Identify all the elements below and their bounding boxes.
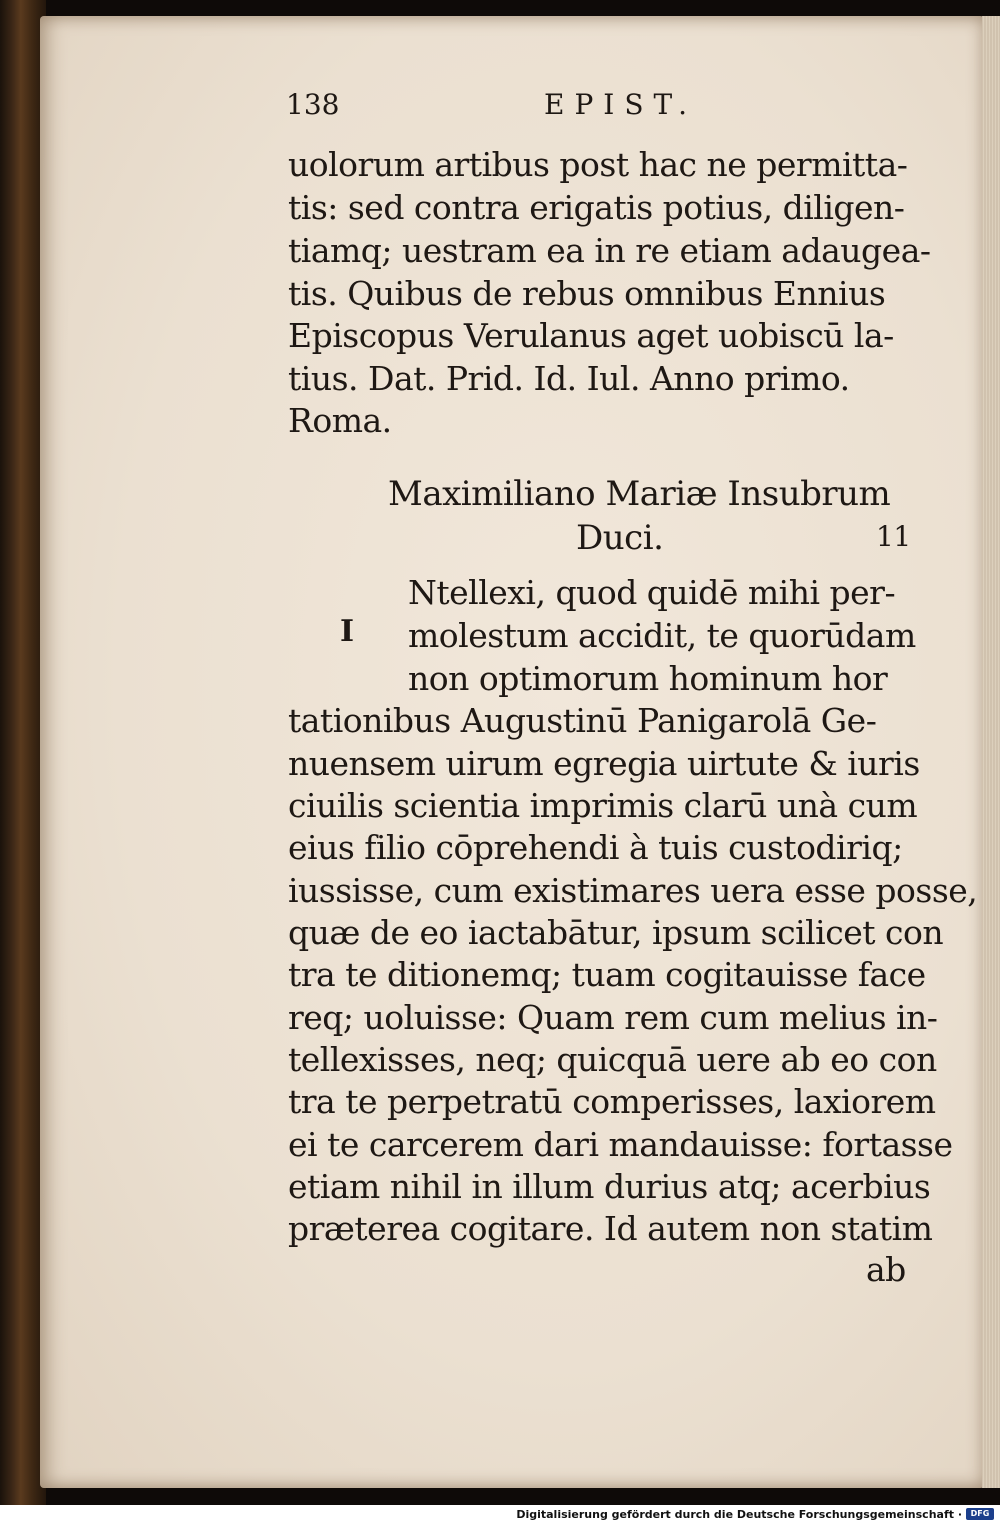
catchword: ab <box>866 1250 906 1289</box>
running-title: EPIST. <box>544 88 697 121</box>
text-line: tius. Dat. Prid. Id. Iul. Anno primo. <box>288 359 850 398</box>
text-line: nuensem uirum egregia uirtute & iuris <box>288 744 920 783</box>
page-fore-edge <box>982 16 1000 1488</box>
dfg-logo: DFG <box>966 1508 994 1520</box>
text-line: molestum accidit, te quorūdam <box>408 616 916 655</box>
text-line: etiam nihil in illum durius atq; acerbius <box>288 1167 931 1206</box>
digitization-footer <box>0 1505 1000 1524</box>
text-line: Ntellexi, quod quidē mihi per- <box>408 573 896 612</box>
text-line: præterea cogitare. Id autem non statim <box>288 1209 933 1248</box>
text-line: non optimorum hominum hor <box>408 659 888 698</box>
text-line: tiamq; uestram ea in re etiam adaugea- <box>288 231 931 270</box>
text-line: quæ de eo iactabātur, ipsum scilicet con <box>288 913 944 952</box>
text-line: ciuilis scientia imprimis clarū unà cum <box>288 786 918 825</box>
text-line: tellexisses, neq; quicquā uere ab eo con <box>288 1040 937 1079</box>
text-line: tra te ditionemq; tuam cogitauisse face <box>288 955 926 994</box>
funding-credit: Digitalisierung gefördert durch die Deutsche Forschungsgemeinschaft · <box>516 1508 962 1521</box>
text-line: tis: sed contra erigatis potius, diligen- <box>288 188 905 227</box>
page-number: 138 <box>286 88 340 121</box>
text-line: tra te perpetratū comperisses, laxiorem <box>288 1082 936 1121</box>
text-line: iussisse, cum existimares uera esse posse, <box>288 871 978 910</box>
text-line: tis. Quibus de rebus omnibus Ennius <box>288 274 886 313</box>
text-line: Roma. <box>288 401 392 440</box>
text-line: Episcopus Verulanus aget uobiscū la- <box>288 316 894 355</box>
text-line: eius filio cōprehendi à tuis custodiriq; <box>288 828 903 867</box>
text-line: tationibus Augustinū Panigarolā Ge- <box>288 701 877 740</box>
initial-letter: I <box>340 614 354 649</box>
letter-heading: Maximiliano Mariæ Insubrum <box>388 474 891 514</box>
letter-heading-duci: Duci. <box>576 518 664 558</box>
text-line: ei te carcerem dari mandauisse: fortasse <box>288 1125 953 1164</box>
text-line: uolorum artibus post hac ne permitta- <box>288 145 908 184</box>
text-line: req; uoluisse: Quam rem cum melius in- <box>288 998 938 1037</box>
letter-number: 11 <box>876 520 911 553</box>
